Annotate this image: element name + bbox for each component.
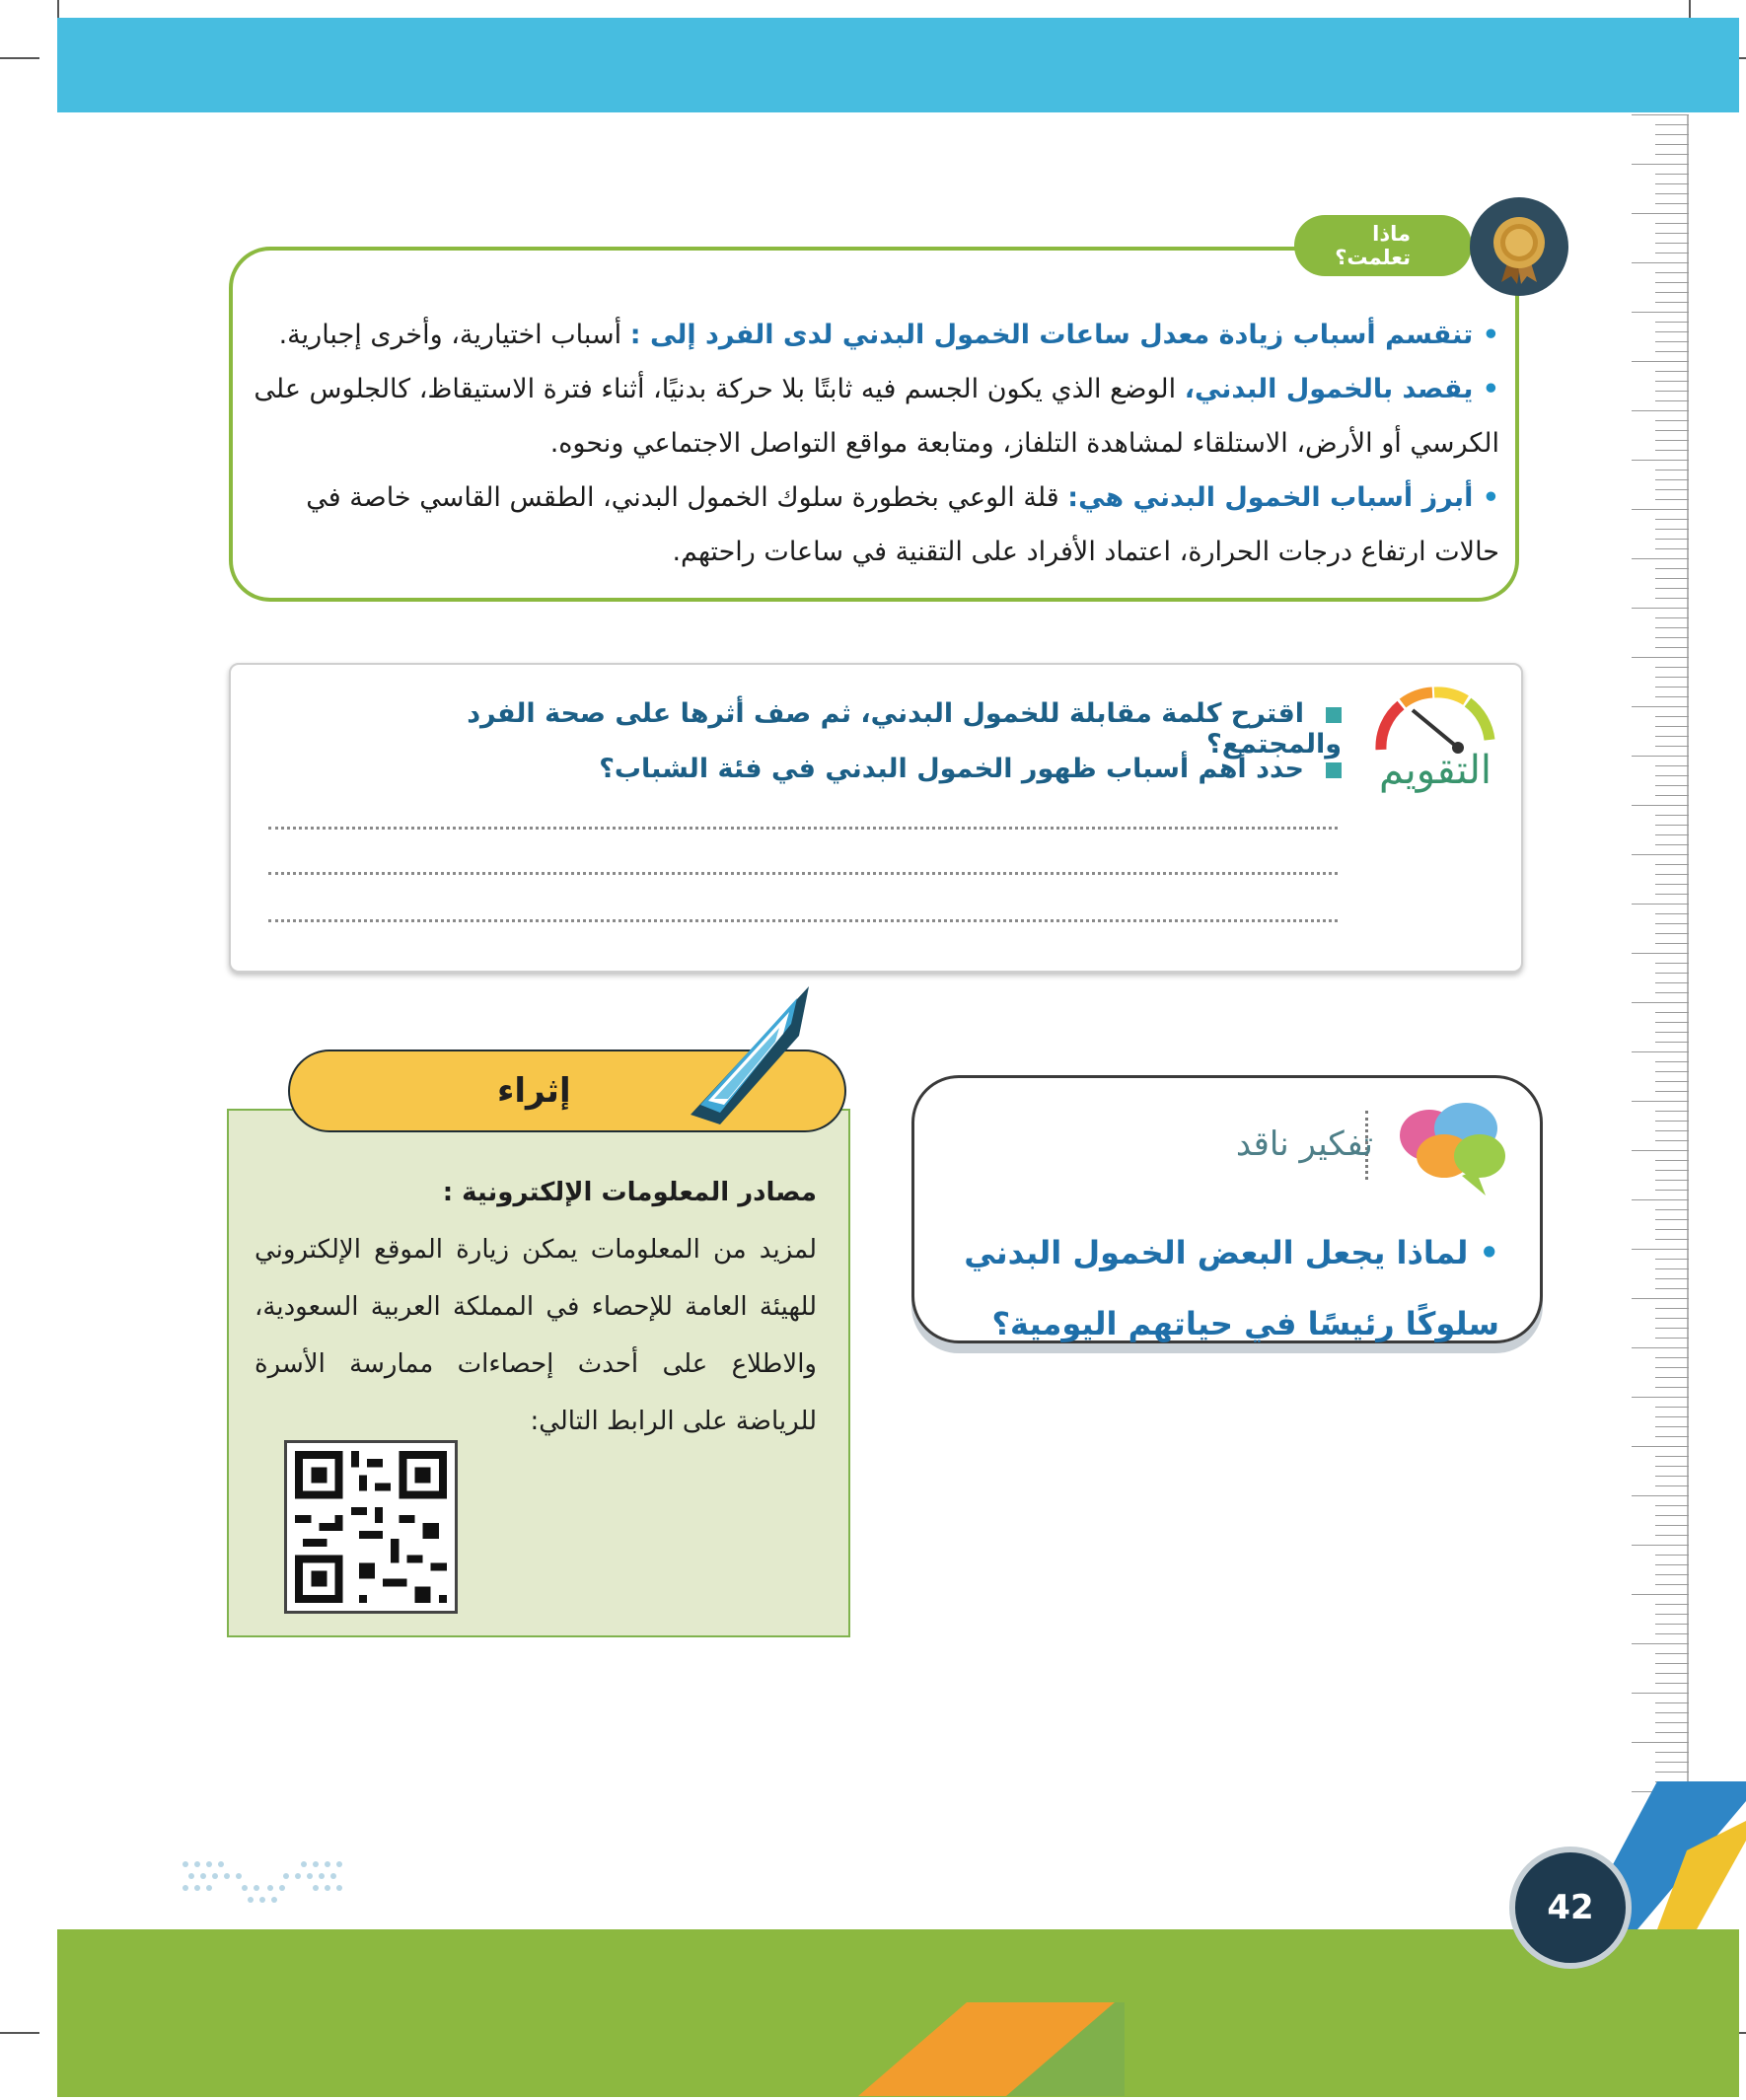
ruler-tick: [1655, 687, 1689, 688]
ruler-tick: [1655, 1160, 1689, 1161]
ruler-tick: [1655, 1584, 1689, 1585]
ruler-tick: [1655, 519, 1689, 520]
ruler-tick: [1655, 598, 1689, 599]
enrichment-title: إثراء: [497, 1071, 571, 1111]
ruler-tick: [1632, 854, 1689, 855]
ruler-tick: [1655, 982, 1689, 983]
ruler-tick: [1655, 351, 1689, 352]
ruler-tick: [1655, 1081, 1689, 1082]
ruler-tick: [1632, 1051, 1689, 1052]
square-bullet-icon: [1326, 707, 1342, 723]
ruler-tick: [1655, 884, 1689, 885]
ruler-tick: [1655, 529, 1689, 530]
ruler-tick: [1655, 667, 1689, 668]
ruler-tick: [1655, 1091, 1689, 1092]
ruler-tick: [1632, 1446, 1689, 1447]
learned-title-text: ماذا تعلمت؟: [1335, 222, 1411, 269]
ruler-tick: [1655, 282, 1689, 283]
ruler-tick: [1655, 1772, 1689, 1773]
ruler-tick: [1655, 1367, 1689, 1368]
ruler-tick: [1655, 617, 1689, 618]
ruler-tick: [1655, 1328, 1689, 1329]
top-banner: [57, 18, 1739, 112]
ruler-tick: [1655, 1377, 1689, 1378]
ruler-tick: [1655, 1416, 1689, 1417]
ruler-tick: [1655, 322, 1689, 323]
square-bullet-icon: [1326, 762, 1342, 778]
ruler-tick: [1655, 450, 1689, 451]
ruler-tick: [1655, 302, 1689, 303]
ruler-tick: [1655, 1683, 1689, 1684]
brain-icon: [1385, 1091, 1513, 1199]
qr-code[interactable]: [284, 1440, 458, 1614]
ruler-tick: [1655, 1653, 1689, 1654]
ruler-tick: [1655, 1614, 1689, 1615]
ruler-tick: [1655, 292, 1689, 293]
ruler-tick: [1655, 844, 1689, 845]
ruler-tick: [1655, 894, 1689, 895]
ruler-tick: [1655, 144, 1689, 145]
ruler-tick: [1655, 1525, 1689, 1526]
ruler-tick: [1632, 953, 1689, 954]
ruler-tick: [1655, 233, 1689, 234]
ruler-tick: [1655, 1259, 1689, 1260]
ruler-tick: [1655, 943, 1689, 944]
learned-title: [1294, 215, 1472, 276]
ruler-tick: [1655, 1624, 1689, 1625]
ruler-tick: [1655, 134, 1689, 135]
ruler-tick: [1655, 420, 1689, 421]
learned-item: • تنقسم أسباب زيادة معدل ساعات الخمول البدني لدى الفرد إلى : أسباب اختيارية، وأخرى إجبارية.: [278, 320, 1499, 350]
ruler-tick: [1655, 1032, 1689, 1033]
ruler-tick: [1655, 183, 1689, 184]
ruler-tick: [1655, 499, 1689, 500]
learned-item: • يقصد بالخمول البدني، الوضع الذي يكون الجسم فيه ثابتًا بلا حركة بدنيًا، أثناء فترة الاستيقاظ، كالجلوس على الكرسي أو الأرض، الاستلقاء لمشاهدة التلفاز، ومتابعة مواقع التواصل الاجتماعي ونحوه.: [254, 374, 1499, 459]
ruler-tick: [1655, 1121, 1689, 1122]
page-number: 42: [1547, 1888, 1594, 1927]
ruler-tick: [1655, 696, 1689, 697]
ruler-tick: [1655, 1722, 1689, 1723]
ruler-tick: [1655, 1505, 1689, 1506]
ruler-tick: [1655, 913, 1689, 914]
ruler-tick: [1655, 479, 1689, 480]
critical-question: • لماذا يجعل البعض الخمول البدني سلوكًا رئيسًا في حياتهم اليومية؟: [964, 1234, 1499, 1342]
ruler-tick: [1632, 509, 1689, 510]
ruler-tick: [1655, 637, 1689, 638]
ruler-tick: [1655, 864, 1689, 865]
ruler-tick: [1655, 1456, 1689, 1457]
ruler-tick: [1655, 933, 1689, 934]
ruler-tick: [1655, 795, 1689, 796]
ruler-tick: [1632, 262, 1689, 263]
ruler-tick: [1655, 1387, 1689, 1388]
ruler-tick: [1655, 1268, 1689, 1269]
ruler-tick: [1655, 963, 1689, 964]
ruler-tick: [1655, 1574, 1689, 1575]
ruler-tick: [1632, 657, 1689, 658]
ruler-tick: [1655, 193, 1689, 194]
ruler-tick: [1655, 1071, 1689, 1072]
ruler-tick: [1655, 627, 1689, 628]
ruler-tick: [1632, 1002, 1689, 1003]
ruler-tick: [1655, 470, 1689, 471]
ruler-tick: [1632, 460, 1689, 461]
crop-mark: [0, 57, 39, 59]
ruler-tick: [1655, 1278, 1689, 1279]
ruler-tick: [1632, 312, 1689, 313]
ruler-tick: [1655, 1111, 1689, 1112]
ruler-tick: [1655, 430, 1689, 431]
answer-line[interactable]: [268, 919, 1338, 922]
ruler-tick: [1655, 825, 1689, 826]
ruler-tick: [1655, 647, 1689, 648]
ruler-tick: [1632, 213, 1689, 214]
ruler-tick: [1632, 1643, 1689, 1644]
ruler-tick: [1632, 1298, 1689, 1299]
ruler-tick: [1655, 440, 1689, 441]
ruler-tick: [1655, 1061, 1689, 1062]
ruler-tick: [1632, 1249, 1689, 1250]
assessment-question: حدد أهم أسباب ظهور الخمول البدني في فئة الشباب؟: [355, 754, 1342, 784]
ruler-tick: [1655, 1407, 1689, 1408]
ruler-tick: [1655, 1476, 1689, 1477]
ruler-tick: [1655, 1564, 1689, 1565]
ruler-tick: [1655, 785, 1689, 786]
ruler-tick: [1655, 874, 1689, 875]
ruler-tick: [1655, 1752, 1689, 1753]
ruler-tick: [1632, 1101, 1689, 1102]
ruler-tick: [1655, 1170, 1689, 1171]
ruler-tick: [1655, 1702, 1689, 1703]
ruler-tick: [1655, 1357, 1689, 1358]
ruler-tick: [1655, 1485, 1689, 1486]
ruler-tick: [1655, 154, 1689, 155]
ruler-tick: [1655, 1633, 1689, 1634]
page-ruler: [1596, 114, 1689, 1850]
ruler-tick: [1655, 174, 1689, 175]
ruler-tick: [1632, 904, 1689, 905]
ruler-tick: [1655, 1338, 1689, 1339]
ruler-tick: [1655, 1190, 1689, 1191]
ruler-tick: [1655, 1042, 1689, 1043]
ruler-tick: [1632, 1150, 1689, 1151]
assessment-question: اقترح كلمة مقابلة للخمول البدني، ثم صف أثرها على صحة الفرد والمجتمع؟: [467, 698, 1342, 760]
ruler-tick: [1655, 736, 1689, 737]
ruler-tick: [1655, 548, 1689, 549]
ruler-tick: [1655, 578, 1689, 579]
ruler-tick: [1655, 391, 1689, 392]
answer-line[interactable]: [268, 827, 1338, 830]
ruler-tick: [1655, 331, 1689, 332]
ruler-tick: [1632, 410, 1689, 411]
ruler-tick: [1655, 1663, 1689, 1664]
enrichment-heading: مصادر المعلومات الإلكترونية :: [442, 1178, 817, 1207]
ruler-tick: [1655, 923, 1689, 924]
ruler-tick: [1655, 746, 1689, 747]
ruler-tick: [1655, 1130, 1689, 1131]
ruler-tick: [1655, 381, 1689, 382]
ruler-tick: [1632, 114, 1689, 115]
ruler-tick: [1632, 361, 1689, 362]
ruler-tick: [1632, 1495, 1689, 1496]
learned-item: • أبرز أسباب الخمول البدني هي: قلة الوعي بخطورة سلوك الخمول البدني، الطقس القاسي خاصة في حالات ارتفاع درجات الحرارة، اعتماد الأفراد على التقنية في ساعات راحتهم.: [306, 482, 1499, 567]
ruler-tick: [1632, 1397, 1689, 1398]
ruler-tick: [1632, 1545, 1689, 1546]
ruler-tick: [1632, 1742, 1689, 1743]
learned-list: [247, 308, 1499, 579]
ruler-tick: [1655, 341, 1689, 342]
ruler-tick: [1655, 1426, 1689, 1427]
ruler-tick: [1655, 1535, 1689, 1536]
ruler-tick: [1632, 805, 1689, 806]
ruler-tick: [1655, 400, 1689, 401]
ruler-tick: [1655, 1219, 1689, 1220]
ruler-tick: [1655, 243, 1689, 244]
answer-line[interactable]: [268, 872, 1338, 875]
ruler-tick: [1655, 1712, 1689, 1713]
ruler-tick: [1655, 775, 1689, 776]
ruler-tick: [1655, 1140, 1689, 1141]
ruler-tick: [1655, 1515, 1689, 1516]
ruler-tick: [1655, 588, 1689, 589]
ministry-logo-icon: [176, 1854, 353, 1923]
ruler-tick: [1655, 1732, 1689, 1733]
ruler-tick: [1655, 371, 1689, 372]
ruler-tick: [1655, 716, 1689, 717]
ruler-tick: [1655, 1229, 1689, 1230]
page-number-badge: [1509, 1847, 1632, 1969]
ruler-tick: [1655, 1308, 1689, 1309]
ruler-tick: [1632, 706, 1689, 707]
ruler-tick: [1655, 1673, 1689, 1674]
ruler-tick: [1655, 203, 1689, 204]
ruler-tick: [1655, 726, 1689, 727]
ruler-tick: [1655, 124, 1689, 125]
ruler-tick: [1655, 1466, 1689, 1467]
ruler-tick: [1655, 1209, 1689, 1210]
ruler-tick: [1655, 677, 1689, 678]
ruler-tick: [1655, 1022, 1689, 1023]
ruler-tick: [1655, 1288, 1689, 1289]
book-icon: [681, 977, 819, 1124]
ruler-tick: [1655, 539, 1689, 540]
ruler-tick: [1655, 272, 1689, 273]
ruler-tick: [1655, 568, 1689, 569]
ruler-tick: [1655, 223, 1689, 224]
ruler-tick: [1632, 558, 1689, 559]
ruler-tick: [1632, 1594, 1689, 1595]
ruler-tick: [1655, 1436, 1689, 1437]
ruler-tick: [1655, 1604, 1689, 1605]
ruler-tick: [1655, 1762, 1689, 1763]
enrichment-body: لمزيد من المعلومات يمكن زيارة الموقع الإلكتروني للهيئة العامة للإحصاء في المملكة العربية السعودية، والاطلاع على أحدث إحصاءات ممارسة الأسرة للرياضة على الرابط التالي:: [255, 1235, 817, 1436]
ruler-tick: [1655, 992, 1689, 993]
medal-icon: [1470, 197, 1568, 296]
ruler-tick: [1632, 164, 1689, 165]
ruler-tick: [1655, 1318, 1689, 1319]
crop-mark: [0, 2032, 39, 2034]
assessment-label: التقويم: [1378, 748, 1492, 793]
ruler-tick: [1632, 1693, 1689, 1694]
critical-title: تفكير ناقد: [1235, 1124, 1373, 1164]
ruler-tick: [1655, 834, 1689, 835]
ruler-tick: [1655, 1555, 1689, 1556]
ruler-tick: [1655, 765, 1689, 766]
ruler-tick: [1655, 1180, 1689, 1181]
ruler-tick: [1632, 608, 1689, 609]
ruler-tick: [1655, 1239, 1689, 1240]
ruler-tick: [1655, 815, 1689, 816]
ruler-tick: [1632, 1199, 1689, 1200]
footer-orange-stripe: [710, 2002, 1125, 2096]
ruler-tick: [1655, 973, 1689, 974]
ruler-tick: [1655, 489, 1689, 490]
ruler-tick: [1632, 1347, 1689, 1348]
ruler-tick: [1655, 1012, 1689, 1013]
enrichment-text: [255, 1164, 817, 1450]
ruler-tick: [1632, 756, 1689, 757]
